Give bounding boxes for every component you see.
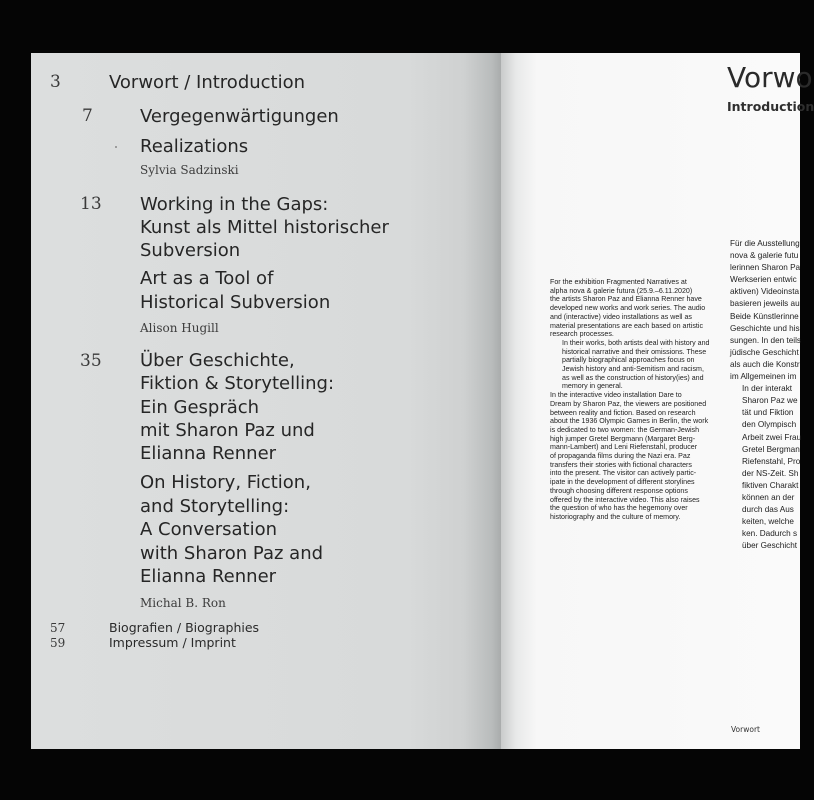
text-line: als auch die Konstr xyxy=(730,359,800,369)
text-line: durch das Aus xyxy=(742,505,794,515)
text-line: ken. Dadurch s xyxy=(742,529,798,539)
toc-title[interactable]: Kunst als Mittel historischer xyxy=(140,217,389,238)
toc-title[interactable]: Working in the Gaps: xyxy=(140,194,329,215)
text-line: den Olympisch xyxy=(742,420,797,430)
text-line: Arbeit zwei Frau xyxy=(742,432,802,442)
text-line: jüdische Geschicht xyxy=(730,347,799,357)
text-line: high jumper Gretel Bergmann (Margaret Berg- xyxy=(550,434,696,443)
text-line: sungen. In den teils xyxy=(730,335,802,345)
text-line: nova & galerie futu xyxy=(730,251,799,261)
text-line: keiten, welche xyxy=(742,517,794,527)
text-line: Jewish history and anti-Semitism and racism, xyxy=(562,365,704,374)
text-line: Geschichte und his xyxy=(730,323,800,333)
toc-title[interactable]: Elianna Renner xyxy=(140,443,277,464)
text-line: In their works, both artists deal with history and xyxy=(562,338,710,347)
text-line: basieren jeweils au xyxy=(730,299,800,309)
text-line: fiktiven Charakt xyxy=(742,480,799,490)
text-line: lerinnen Sharon Pa xyxy=(730,263,801,273)
text-line: and (interactive) video installations as well as xyxy=(550,312,692,321)
text-line: the question of who has the hegemony over xyxy=(550,504,688,513)
text-line: about the 1936 Olympic Games in Berlin, the work xyxy=(550,417,709,426)
toc-subtitle[interactable]: with Sharon Paz and xyxy=(140,543,324,564)
toc-page-number: 59 xyxy=(50,636,66,650)
text-line: research processes. xyxy=(550,330,614,339)
text-line: as well as the construction of history(ies) and xyxy=(562,373,704,382)
right-page-introduction xyxy=(501,53,814,749)
toc-page-number: 57 xyxy=(50,621,66,635)
text-line: Für die Ausstellung xyxy=(730,239,800,248)
toc-title[interactable]: mit Sharon Paz und xyxy=(140,420,315,441)
text-line: können an der xyxy=(742,492,795,502)
toc-page-number: 13 xyxy=(80,194,102,214)
toc-author: Michal B. Ron xyxy=(140,596,226,610)
toc-title[interactable]: Subversion xyxy=(140,240,241,261)
toc-page-number: 7 xyxy=(82,106,93,126)
text-line: transfers their stories with fictional characters xyxy=(550,460,692,469)
text-line: alpha nova & galerie futura (25.9.–6.11.2020) xyxy=(550,286,693,295)
text-line: into the present. The visitor can actively partic- xyxy=(550,469,697,478)
toc-title[interactable]: Vergegenwärtigungen xyxy=(140,106,339,127)
text-line: im Allgemeinen im xyxy=(730,372,797,382)
toc-author: Sylvia Sadzinski xyxy=(140,163,239,177)
text-line: historical narrative and their omissions. These xyxy=(562,347,707,356)
toc-title[interactable]: Fiktion & Storytelling: xyxy=(140,373,335,394)
toc-subtitle[interactable]: and Storytelling: xyxy=(140,496,290,517)
text-line: Sharon Paz we xyxy=(742,396,798,406)
english-text-column xyxy=(550,278,709,522)
text-line: Werkserien entwic xyxy=(730,275,797,285)
toc-subtitle[interactable]: Elianna Renner xyxy=(140,566,277,587)
book-spread xyxy=(31,53,814,749)
page-footer: Vorwort xyxy=(731,725,760,734)
text-line: of propaganda films during the Nazi era. Paz xyxy=(550,452,691,461)
toc-title[interactable]: Biografien / Biographies xyxy=(109,620,260,635)
text-line: developed new works and work series. The audio xyxy=(550,304,706,313)
text-line: ipate in the development of different storylines xyxy=(550,478,695,487)
toc-subtitle[interactable]: Historical Subversion xyxy=(140,292,331,313)
text-line: der NS-Zeit. Sh xyxy=(742,468,799,478)
text-line: For the exhibition Fragmented Narratives at xyxy=(550,278,687,286)
text-line: between reality and fiction. Based on research xyxy=(550,408,696,417)
text-line: über Geschicht xyxy=(742,541,798,551)
toc-title[interactable]: Vorwort / Introduction xyxy=(109,72,306,93)
text-line: historiography and the culture of memory. xyxy=(550,512,681,521)
text-line: aktiven) Videoinsta xyxy=(730,287,800,297)
toc-subtitle[interactable]: Realizations xyxy=(140,136,249,157)
toc-subtitle[interactable]: A Conversation xyxy=(140,519,278,540)
toc-title[interactable]: Impressum / Imprint xyxy=(109,635,236,650)
page-subheading: Introduction xyxy=(727,99,814,114)
text-line: is dedicated to two women: the German-Jewish xyxy=(550,425,700,434)
toc-subtitle[interactable]: On History, Fiction, xyxy=(140,472,311,493)
text-line: Dream by Sharon Paz, the viewers are positioned xyxy=(550,399,707,408)
mark-dot xyxy=(115,146,117,148)
page-heading: Vorwo xyxy=(727,61,813,94)
text-line: partially biographical approaches focus on xyxy=(562,356,695,365)
toc-subtitle[interactable]: Art as a Tool of xyxy=(140,268,274,289)
text-line: Gretel Bergman xyxy=(742,444,800,454)
toc-title[interactable]: Ein Gespräch xyxy=(140,397,260,418)
german-text-column xyxy=(730,238,801,552)
toc-title[interactable]: Über Geschichte, xyxy=(140,350,295,371)
text-line: In der interakt xyxy=(742,384,793,394)
text-line: the artists Sharon Paz and Elianna Renner have xyxy=(550,295,702,304)
text-line: tät und Fiktion xyxy=(742,408,794,418)
text-line: through choosing different response options xyxy=(550,486,688,495)
toc-page-number: 35 xyxy=(80,351,102,371)
left-page-contents xyxy=(31,53,501,749)
text-line: Riefenstahl, Pro xyxy=(742,456,801,466)
text-line: mann-Lambert) and Leni Riefenstahl, producer xyxy=(550,443,698,452)
toc-page-number: 3 xyxy=(50,72,61,92)
toc-author: Alison Hugill xyxy=(140,321,219,335)
text-line: memory in general. xyxy=(562,382,623,391)
text-line: material presentations are each based on artistic xyxy=(550,321,703,330)
text-line: In the interactive video installation Dare to xyxy=(550,391,682,400)
text-line: Beide Künstlerinne xyxy=(730,311,799,321)
text-line: offered by the interactive video. This also raises xyxy=(550,495,700,504)
